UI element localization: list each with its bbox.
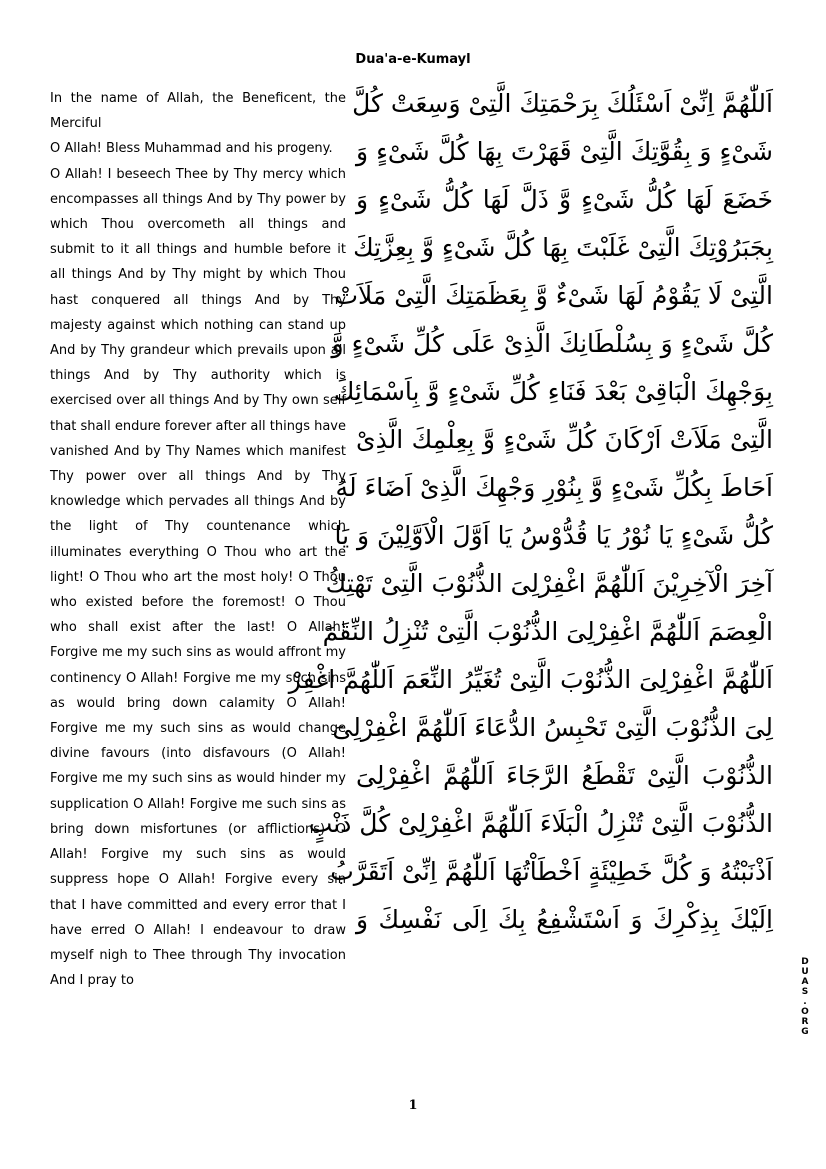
arabic-line: الْعِصَمَ اَللّٰهُمَّ اغْفِرْلِىَ الذُّنُوْبَ الَّتِىْ تُنْزِلُ النِّقَمَ [322,617,773,646]
arabic-line: لِىَ الذُّنُوْبَ الَّتِىْ تَحْبِسُ الدُّعَاءَ اَللّٰهُمَّ اغْفِرْلِىَ [332,713,773,742]
arabic-line: الَّتِىْ لَا يَقُوْمُ لَهَا شَىْءٌ وَّ بِعَظَمَتِكَ الَّتِىْ مَلَاَتْ [334,281,773,310]
arabic-line: خَضَعَ لَهَا كُلُّ شَىْءٍ وَّ ذَلَّ لَهَا كُلُّ شَىْءٍ وَ [356,185,773,214]
watermark-letter: U [801,967,809,977]
arabic-line: اَللّٰهُمَّ اِنِّىْ اَسْئَلُكَ بِرَحْمَتِكَ الَّتِىْ وَسِعَتْ كُلَّ [352,89,773,118]
arabic-line: اَذْنَبْتُهُ وَ كُلَّ خَطِيْئَةٍ اَخْطَاْتُهَا اَللّٰهُمَّ اِنِّىْ اَتَقَرَّبُ [330,857,773,886]
watermark-letter: O [801,1007,809,1017]
english-translation-column [50,86,346,993]
arabic-line: الذُّنُوْبَ الَّتِىْ تَقْطَعُ الرَّجَاءَ اَللّٰهُمَّ اغْفِرْلِىَ [356,761,773,790]
watermark-letter: A [801,977,809,987]
arabic-line: بِجَبَرُوْتِكَ الَّتِىْ غَلَبْتَ بِهَا كُلَّ شَىْءٍ وَّ بِعِزَّتِكَ [353,233,773,262]
watermark-letter: D [801,957,809,967]
arabic-line: آخِرَ الْآخِرِيْنَ اَللّٰهُمَّ اغْفِرْلِىَ الذُّنُوْبَ الَّتِىْ تَهْتِكُ [325,569,773,598]
watermark-letter: R [801,1017,809,1027]
arabic-line: اَللّٰهُمَّ اغْفِرْلِىَ الذُّنُوْبَ الَّتِىْ تُغَيِّرُ النِّعَمَ اَللّٰهُمَّ اغْفِرْ [288,665,773,694]
english-paragraph: O Allah! I beseech Thee by Thy mercy which encompasses all things And by Thy power by which Thou overcometh all things and submit to it all things and humble before it all things And by Thy might by which Thou hast conquered all things And by Thy majesty against which nothing can stand up And by Thy grandeur which prevails upon all things And by Thy authority which is exercised over all things And by Thy own self that shall endure forever after all things have vanished And by Thy Names which manifest Thy power over all things And by Thy knowledge which pervades all things And by the light of Thy countenance which illuminates everything O Thou who art the light! O Thou who art the most holy! O Thou who existed before the foremost! O Thou who shall exist after the last! O Allah! Forgive me my such sins as would affront my continency O Allah! Forgive me my such sins as would bring down calamity O Allah! Forgive me my such sins as would change divine favours (into disfavours (O Allah! Forgive me my such sins as would hinder my supplication O Allah! Forgive me such sins as bring down misfortunes (or afflictions) O Allah! Forgive my such sins as would suppress hope O Allah! Forgive every sin that I have committed and every error that I have erred O Allah! I endeavour to draw myself nigh to Thee through Thy invocation And I pray to [50,166,346,989]
english-paragraph: In the name of Allah, the Beneficent, the Merciful [50,91,346,132]
arabic-line: اِلَيْكَ بِذِكْرِكَ وَ اَسْتَشْفِعُ بِكَ اِلَى نَفْسِكَ وَ [356,905,773,934]
arabic-line: كُلُّ شَىْءٍ يَا نُوْرُ يَا قُدُّوْسُ يَا اَوَّلَ الْاَوَّلِيْنَ وَ يَا [334,521,773,550]
arabic-line: اَحَاطَ بِكُلِّ شَىْءٍ وَّ بِنُوْرِ وَجْهِكَ الَّذِىْ اَضَاءَ لَهُ [335,473,773,502]
watermark-letter: S [801,987,809,997]
arabic-line: الَّتِىْ مَلَاَتْ اَرْكَانَ كُلِّ شَىْءٍ وَّ بِعِلْمِكَ الَّذِىْ [356,425,773,454]
arabic-text-column [288,80,773,944]
english-paragraph: O Allah! Bless Muhammad and his progeny. [50,141,333,157]
page-number: 1 [408,1098,418,1113]
arabic-line: الذُّنُوْبَ الَّتِىْ تُنْزِلُ الْبَلَاءَ اَللّٰهُمَّ اغْفِرْلِىْ كُلَّ ذَنْبٍ [308,809,773,838]
arabic-line: بِوَجْهِكَ الْبَاقِىْ بَعْدَ فَنَاءِ كُلِّ شَىْءٍ وَّ بِاَسْمَائِكَ [333,377,773,406]
watermark-letter: G [801,1027,809,1037]
site-watermark [795,957,815,1037]
arabic-line: شَىْءٍ وَ بِقُوَّتِكَ الَّتِىْ قَهَرْتَ بِهَا كُلَّ شَىْءٍ وَ [356,137,773,166]
arabic-line: كُلَّ شَىْءٍ وَ بِسُلْطَانِكَ الَّذِىْ عَلَى كُلِّ شَىْءٍ وَّ [331,329,773,358]
watermark-letter: . [803,997,807,1007]
document-title: Dua'a-e-Kumayl [355,52,471,67]
